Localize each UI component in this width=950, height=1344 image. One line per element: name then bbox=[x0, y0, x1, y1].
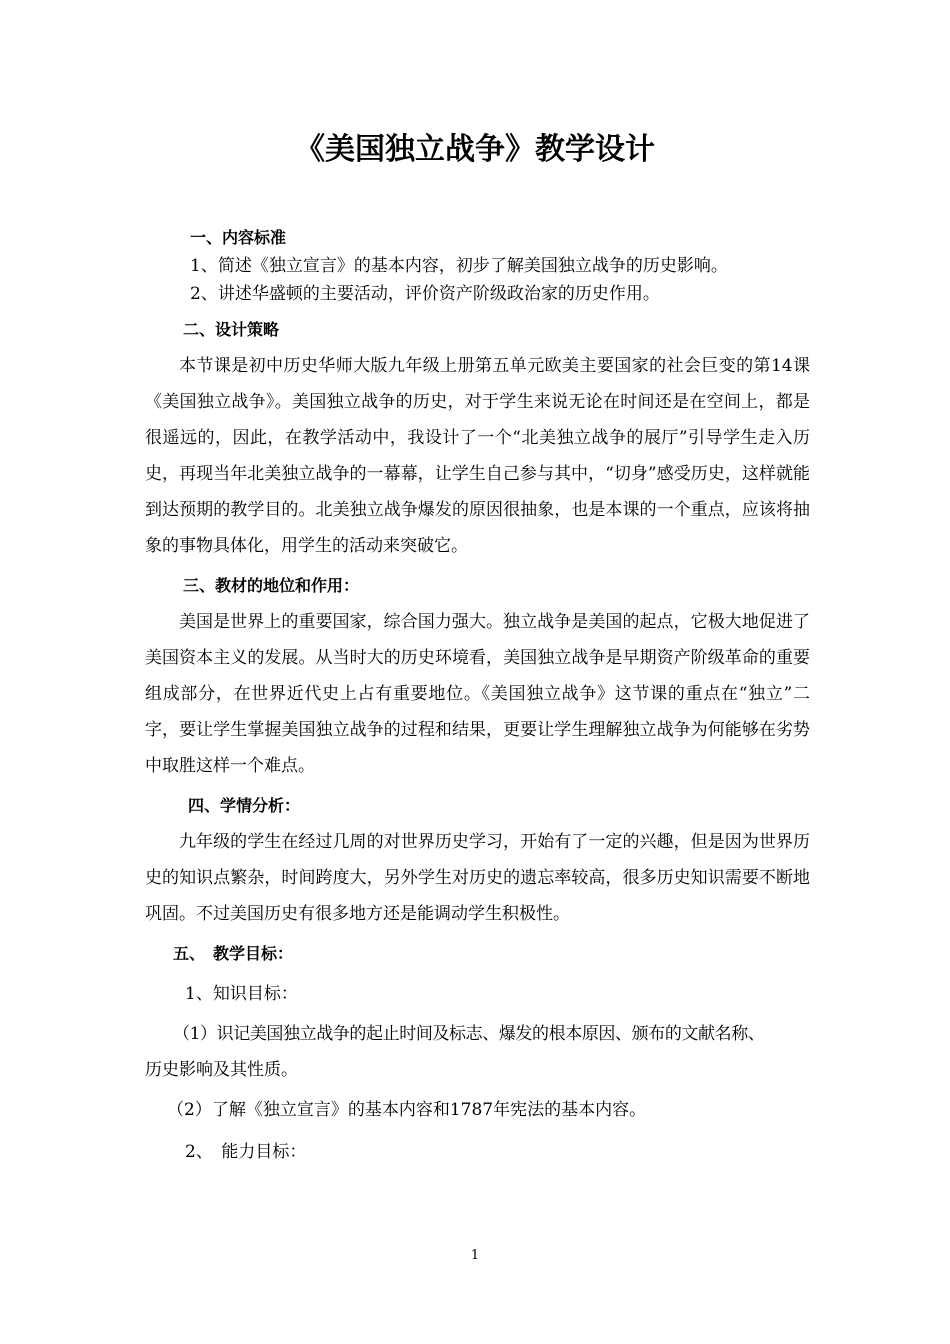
paragraph-textbook-role: 美国是世界上的重要国家，综合国力强大。独立战争是美国的起点，它极大地促进了美国资本主义的发展。从当时大的历史环境看，美国独立战争是早期资产阶级革命的重要组成部分，在世界近代史上占有重要地位。《美国独立战争》这节课的重点在“独立”二字，要让学生掌握美国独立战争的过程和结果，更要让学生理解独立战争为何能够在劣势中取胜这样一个难点。 bbox=[145, 612, 810, 776]
paragraph-student-analysis: 九年级的学生在经过几周的对世界历史学习，开始有了一定的兴趣，但是因为世界历史的知识点繁杂，时间跨度大，另外学生对历史的遗忘率较高，很多历史知识需要不断地巩固。不过美国历史有很多地方还是能调动学生积极性。 bbox=[145, 832, 810, 924]
list-item: （2）了解《独立宣言》的基本内容和1787年宪法的基本内容。 bbox=[167, 1100, 647, 1120]
subheading-ability-goals: 2、 能力目标： bbox=[185, 1142, 307, 1162]
list-item: 1、简述《独立宣言》的基本内容，初步了解美国独立战争的历史影响。 bbox=[190, 256, 728, 276]
page-number: 1 bbox=[470, 1248, 480, 1263]
section-heading-teaching-goals: 五、 教学目标： bbox=[173, 944, 294, 963]
document-title: 《美国独立战争》教学设计 bbox=[295, 132, 655, 167]
subheading-knowledge-goals: 1、知识目标： bbox=[185, 984, 298, 1004]
list-item-continued: 历史影响及其性质。 bbox=[145, 1060, 298, 1080]
paragraph-design-strategy: 本节课是初中历史华师大版九年级上册第五单元欧美主要国家的社会巨变的第14课《美国独立战争》。美国独立战争的历史，对于学生来说无论在时间还是在空间上，都是很遥远的，因此，在教学活动中，我设计了一个“北美独立战争的展厅”引导学生走入历史，再现当年北美独立战争的一幕幕，让学生自己参与其中，“切身”感受历史，这样就能到达预期的教学目的。北美独立战争爆发的原因很抽象，也是本课的一个重点，应该将抽象的事物具体化，用学生的活动来突破它。 bbox=[145, 356, 810, 556]
section-heading-student-analysis: 四、学情分析： bbox=[188, 796, 301, 815]
section-heading-design-strategy: 二、设计策略 bbox=[183, 320, 280, 339]
list-item: （1）识记美国独立战争的起止时间及标志、爆发的根本原因、颁布的文献名称、 bbox=[173, 1024, 765, 1044]
document-body bbox=[145, 220, 810, 1170]
section-heading-content-standard: 一、内容标准 bbox=[190, 228, 287, 247]
section-heading-textbook-role: 三、教材的地位和作用： bbox=[183, 576, 360, 595]
list-item: 2、讲述华盛顿的主要活动，评价资产阶级政治家的历史作用。 bbox=[190, 284, 660, 304]
